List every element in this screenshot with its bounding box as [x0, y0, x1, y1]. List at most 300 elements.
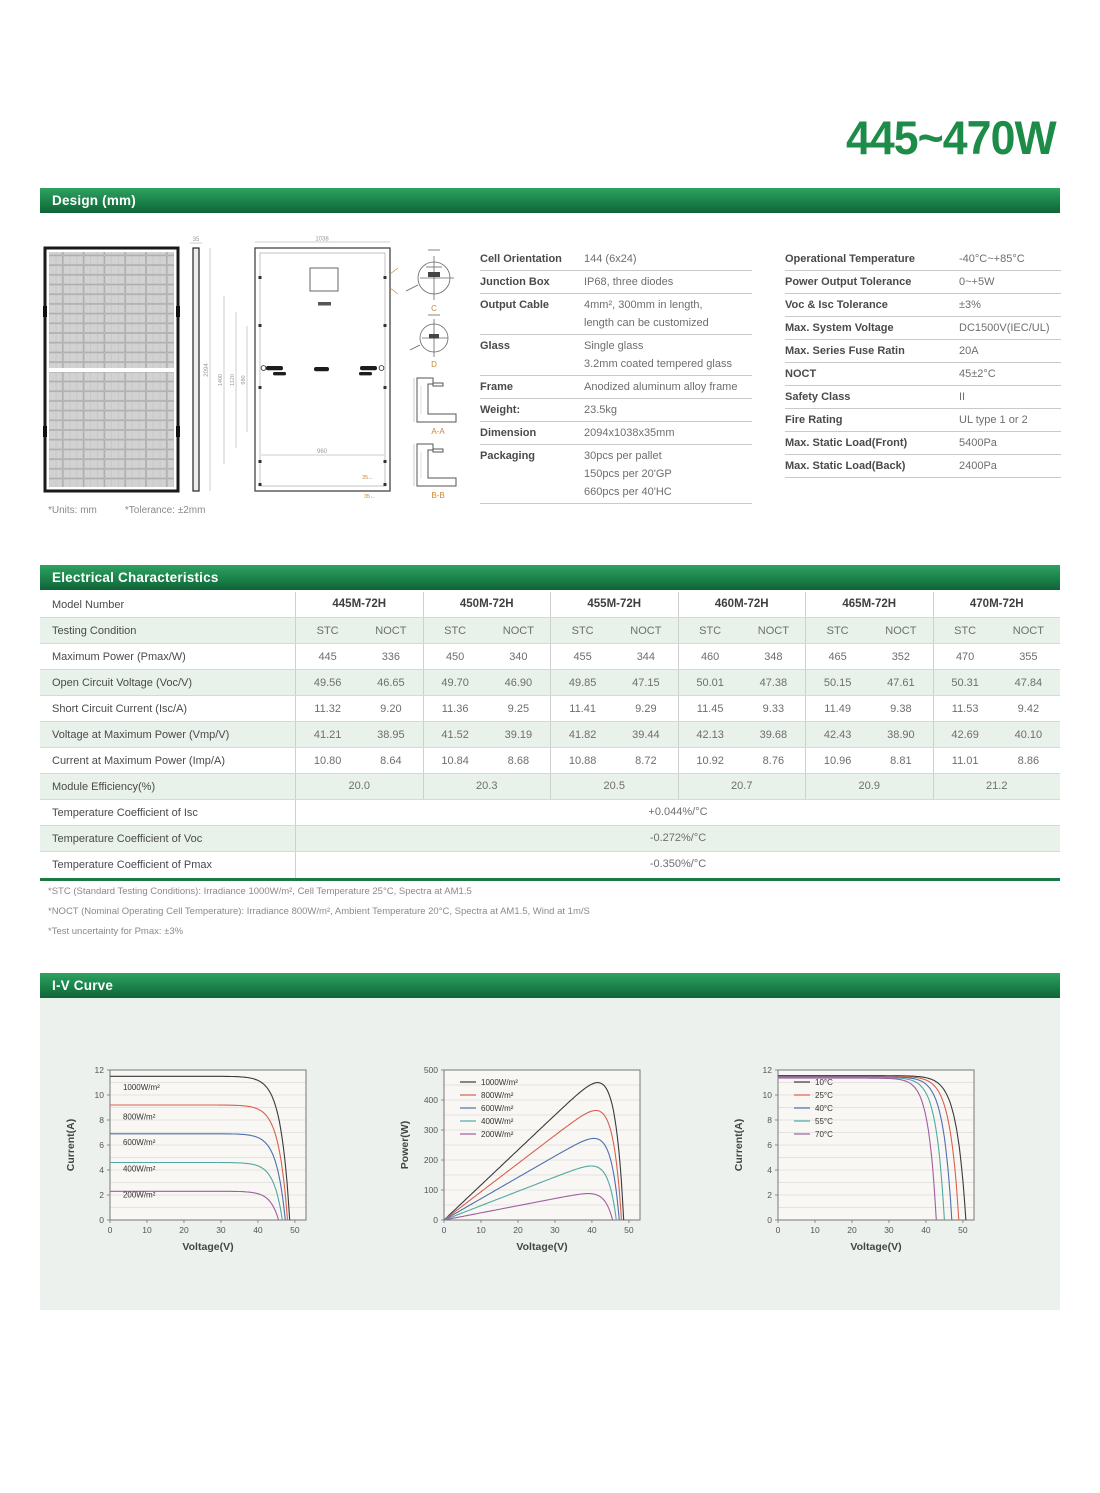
- value-cell: 11.41: [569, 702, 596, 715]
- module-efficiency-row: [40, 774, 1060, 800]
- x-tick-label: 50: [624, 1225, 634, 1235]
- value-group: [423, 748, 551, 773]
- value-group: [933, 748, 1061, 773]
- x-tick-label: 10: [810, 1225, 820, 1235]
- value-cell: 11.49: [824, 702, 851, 715]
- row-label: Open Circuit Voltage (Voc/V): [52, 676, 193, 689]
- y-tick-label: 8: [99, 1115, 104, 1125]
- legend-label: 70°C: [815, 1130, 833, 1139]
- value-group: [805, 748, 933, 773]
- section-header-electrical: Electrical Characteristics: [40, 565, 1060, 590]
- model-number-row: [40, 592, 1060, 618]
- value-cell: 8.72: [635, 754, 657, 767]
- spec-label: Safety Class: [785, 391, 851, 403]
- value-cell: 8.68: [507, 754, 530, 767]
- spec-row: [480, 248, 752, 271]
- value-cell: 47.15: [632, 676, 660, 689]
- y-tick-label: 8: [767, 1115, 772, 1125]
- value-group: [423, 722, 551, 747]
- legend-label: 800W/m²: [481, 1091, 514, 1100]
- value-cell: 46.90: [504, 676, 533, 689]
- spec-value-line: 3.2mm coated tempered glass: [584, 358, 732, 370]
- spec-value-line: IP68, three diodes: [584, 276, 674, 288]
- value-cell: 8.64: [380, 754, 402, 767]
- spec-value: ±3%: [959, 299, 981, 311]
- value-cell: 9.42: [1017, 702, 1040, 715]
- coefficient-value-cell: -0.272%/°C: [295, 826, 1060, 851]
- dim-left-label: 2094: [204, 363, 210, 377]
- spec-value: [584, 424, 752, 442]
- efficiency-cell: 20.5: [550, 774, 678, 799]
- value-group: [550, 722, 678, 747]
- spec-row: [480, 445, 752, 504]
- value-group: [678, 670, 806, 695]
- y-tick-label: 12: [94, 1065, 104, 1075]
- value-group: [295, 670, 423, 695]
- spec-value: [584, 401, 752, 419]
- spec-value: [584, 296, 752, 332]
- spec-label: Weight:: [480, 404, 521, 416]
- electrical-data-row: [40, 748, 1060, 774]
- page-title: 445~470W: [846, 111, 1056, 164]
- condition-group: [933, 618, 1061, 643]
- back-view: [255, 237, 398, 501]
- model-name-cell: 460M-72H: [678, 592, 806, 617]
- spec-row: [480, 399, 752, 422]
- value-cell: 8.81: [890, 754, 912, 767]
- section-view-aa: [414, 378, 456, 422]
- value-cell: 47.61: [887, 676, 915, 689]
- spec-value: [584, 250, 752, 268]
- spec-row: [785, 271, 1061, 294]
- value-cell: 336: [381, 650, 401, 663]
- y-tick-label: 4: [767, 1165, 772, 1175]
- y-tick-label: 10: [94, 1090, 104, 1100]
- row-label: Module Efficiency(%): [52, 780, 156, 793]
- spec-label: Packaging: [480, 450, 536, 462]
- value-cell: 38.95: [377, 728, 405, 741]
- dimension-lines: [210, 248, 247, 491]
- spec-value: 2400Pa: [959, 460, 997, 472]
- row-label: Model Number: [52, 598, 125, 611]
- value-cell: 445: [318, 650, 337, 663]
- detail-d-label: D: [431, 360, 437, 369]
- spec-value: DC1500V(IEC/UL): [959, 322, 1050, 334]
- x-axis-label: Voltage(V): [182, 1241, 234, 1253]
- value-group: [678, 722, 806, 747]
- value-cell: 9.33: [762, 702, 785, 715]
- value-cell: 465: [828, 650, 847, 663]
- y-tick-label: 0: [767, 1215, 772, 1225]
- value-cell: 47.84: [1014, 676, 1043, 689]
- spec-label: Output Cable: [480, 299, 550, 311]
- section-view-bb: [414, 444, 456, 486]
- spec-value: [584, 447, 752, 501]
- spec-value: 45±2°C: [959, 368, 996, 380]
- iv-curve-chart-irradiance: [58, 1056, 368, 1276]
- y-tick-label: 100: [423, 1185, 438, 1195]
- series-inline-label: 1000W/m²: [122, 1083, 160, 1092]
- x-tick-label: 50: [290, 1225, 300, 1235]
- spec-row: [480, 335, 752, 376]
- legend-label: 400W/m²: [481, 1117, 514, 1126]
- value-cell: 9.25: [507, 702, 530, 715]
- spec-label: Junction Box: [480, 276, 550, 288]
- design-spec-table-right: [785, 248, 1061, 478]
- design-spec-table-left: [480, 248, 752, 504]
- panel-drawing-svg: [42, 236, 472, 504]
- value-group: [933, 696, 1061, 721]
- value-cell: 50.01: [696, 676, 724, 689]
- value-group: [805, 696, 933, 721]
- value-cell: 42.43: [823, 728, 852, 741]
- y-tick-label: 0: [433, 1215, 438, 1225]
- dim-inner-a-label: 1400: [218, 373, 224, 387]
- series-inline-label: 600W/m²: [122, 1138, 156, 1147]
- value-cell: 11.36: [441, 702, 469, 715]
- y-axis-label: Current(A): [65, 1118, 77, 1172]
- condition-cell: STC: [826, 624, 849, 637]
- value-group: [295, 644, 423, 669]
- spec-label: Dimension: [480, 427, 537, 439]
- y-tick-label: 10: [762, 1090, 772, 1100]
- y-tick-label: 6: [767, 1140, 772, 1150]
- condition-group: [295, 618, 423, 643]
- value-cell: 41.52: [441, 728, 469, 741]
- value-group: [678, 696, 806, 721]
- value-group: [678, 748, 806, 773]
- efficiency-cell: 20.0: [295, 774, 423, 799]
- value-cell: 344: [636, 650, 656, 663]
- condition-group: [678, 618, 806, 643]
- model-name-cell: 465M-72H: [805, 592, 933, 617]
- value-group: [550, 670, 678, 695]
- drawing-notes: [48, 505, 233, 516]
- value-cell: 9.29: [635, 702, 657, 715]
- footnote-stc: *STC (Standard Testing Conditions): Irradiance 1000W/m², Cell Temperature 25°C, Spectra at AM1.5: [48, 886, 472, 897]
- condition-cell: STC: [571, 624, 594, 637]
- value-cell: 352: [891, 650, 911, 663]
- y-axis-label: Current(A): [733, 1118, 745, 1172]
- value-group: [933, 722, 1061, 747]
- legend-label: 10°C: [815, 1078, 833, 1087]
- value-cell: 50.15: [823, 676, 852, 689]
- model-name-cell: 455M-72H: [550, 592, 678, 617]
- coefficient-value-cell: -0.350%/°C: [295, 852, 1060, 878]
- dim-frame-label-1: 35←: [362, 475, 374, 481]
- temperature-coefficient-row: [40, 826, 1060, 852]
- value-group: [550, 644, 678, 669]
- electrical-data-row: [40, 644, 1060, 670]
- spec-row: [785, 294, 1061, 317]
- spec-value: 0~+5W: [959, 276, 995, 288]
- dim-side-label: 35: [192, 237, 200, 243]
- dim-top-label: 1038: [315, 236, 329, 243]
- electrical-data-row: [40, 722, 1060, 748]
- value-cell: 42.69: [951, 728, 979, 741]
- spec-value-line: 30pcs per pallet: [584, 450, 662, 462]
- model-name-cell: 470M-72H: [933, 592, 1061, 617]
- value-cell: 355: [1019, 650, 1038, 663]
- x-tick-label: 30: [216, 1225, 226, 1235]
- x-tick-label: 40: [921, 1225, 931, 1235]
- value-cell: 49.85: [568, 676, 597, 689]
- x-tick-label: 20: [513, 1225, 523, 1235]
- x-tick-label: 20: [179, 1225, 189, 1235]
- y-tick-label: 0: [99, 1215, 104, 1225]
- value-cell: 450: [445, 650, 465, 663]
- series-inline-label: 200W/m²: [122, 1190, 156, 1200]
- value-cell: 49.56: [313, 676, 342, 689]
- spec-row: [785, 340, 1061, 363]
- section-header-design: Design (mm): [40, 188, 1060, 213]
- value-cell: 50.31: [951, 676, 979, 689]
- y-tick-label: 300: [423, 1125, 438, 1135]
- x-tick-label: 10: [142, 1225, 152, 1235]
- spec-label: Max. Static Load(Front): [785, 437, 908, 449]
- panel-drawing: [42, 236, 472, 504]
- value-cell: 10.92: [696, 754, 724, 767]
- value-cell: 10.96: [823, 754, 852, 767]
- spec-row: [785, 432, 1061, 455]
- efficiency-cell: 20.7: [678, 774, 806, 799]
- value-group: [550, 696, 678, 721]
- spec-value-line: 2094x1038x35mm: [584, 427, 675, 439]
- detail-aa-label: A-A: [431, 427, 445, 436]
- section-header-iv-curve: I-V Curve: [40, 973, 1060, 998]
- electrical-data-row: [40, 670, 1060, 696]
- value-group: [423, 670, 551, 695]
- footnote-noct: *NOCT (Nominal Operating Cell Temperature): Irradiance 800W/m², Ambient Temperature 20°C, Spectra at AM1.5, Wind at 1m/S: [48, 906, 590, 917]
- testing-condition-row: [40, 618, 1060, 644]
- value-cell: 348: [764, 650, 783, 663]
- y-tick-label: 500: [423, 1065, 438, 1075]
- y-axis-label: Power(W): [399, 1120, 411, 1170]
- y-tick-label: 6: [99, 1140, 104, 1150]
- y-tick-label: 2: [99, 1190, 104, 1200]
- temperature-coefficient-row: [40, 852, 1060, 878]
- detail-c-label: C: [431, 304, 437, 313]
- spec-value: -40°C~+85°C: [959, 253, 1025, 265]
- condition-cell: STC: [316, 624, 339, 637]
- x-tick-label: 30: [884, 1225, 894, 1235]
- series-inline-label: 800W/m²: [122, 1112, 156, 1122]
- legend-label: 600W/m²: [481, 1104, 514, 1113]
- value-cell: 11.53: [951, 702, 979, 715]
- row-label: Testing Condition: [52, 624, 137, 637]
- spec-value-line: Single glass: [584, 340, 644, 352]
- spec-label: Frame: [480, 381, 514, 393]
- dim-inner-c-label: 980: [241, 375, 247, 385]
- value-group: [805, 644, 933, 669]
- condition-cell: STC: [444, 624, 467, 637]
- legend-label: 200W/m²: [481, 1130, 514, 1139]
- detail-bb-label: B-B: [431, 491, 445, 500]
- spec-row: [785, 248, 1061, 271]
- x-axis-label: Voltage(V): [850, 1241, 902, 1253]
- value-cell: 10.88: [568, 754, 597, 767]
- spec-value-line: 144 (6x24): [584, 253, 637, 265]
- value-cell: 460: [700, 650, 720, 663]
- spec-row: [785, 409, 1061, 432]
- value-cell: 340: [509, 650, 528, 663]
- units-note: *Units: mm: [48, 505, 97, 516]
- spec-label: Max. Static Load(Back): [785, 460, 906, 472]
- condition-cell: NOCT: [1012, 624, 1044, 637]
- spec-value: UL type 1 or 2: [959, 414, 1028, 426]
- x-tick-label: 0: [441, 1225, 447, 1235]
- spec-value-line: 150pcs per 20'GP: [584, 468, 672, 480]
- spec-label: Fire Rating: [785, 414, 843, 426]
- value-group: [805, 670, 933, 695]
- x-tick-label: 0: [775, 1225, 781, 1235]
- spec-row: [785, 363, 1061, 386]
- x-tick-label: 50: [958, 1225, 968, 1235]
- condition-cell: STC: [699, 624, 722, 637]
- value-cell: 38.90: [887, 728, 915, 741]
- model-name-cell: 450M-72H: [423, 592, 551, 617]
- spec-value: [584, 378, 752, 396]
- y-tick-label: 400: [423, 1095, 438, 1105]
- pv-curve-chart-irradiance: [392, 1056, 702, 1276]
- temperature-coefficient-row: [40, 800, 1060, 826]
- detail-view-c: [406, 250, 454, 300]
- value-group: [933, 644, 1061, 669]
- spec-row: [480, 294, 752, 335]
- condition-cell: NOCT: [375, 624, 407, 637]
- model-name-cell: 445M-72H: [295, 592, 423, 617]
- value-group: [423, 696, 551, 721]
- series-inline-label: 400W/m²: [122, 1164, 156, 1174]
- spec-label: NOCT: [785, 368, 817, 380]
- iv-curves-by-irradiance: [58, 1056, 368, 1276]
- value-group: [550, 748, 678, 773]
- spec-label: Operational Temperature: [785, 253, 915, 265]
- x-tick-label: 10: [476, 1225, 486, 1235]
- front-view: [43, 248, 180, 491]
- spec-value-line: Anodized aluminum alloy frame: [584, 381, 738, 393]
- spec-value: 5400Pa: [959, 437, 997, 449]
- legend-label: 1000W/m²: [481, 1078, 518, 1087]
- condition-cell: NOCT: [630, 624, 662, 637]
- value-cell: 8.86: [1017, 754, 1040, 767]
- spec-value: [584, 273, 752, 291]
- dim-inner-b-label: 1120: [230, 374, 236, 386]
- value-group: [423, 644, 551, 669]
- value-cell: 455: [573, 650, 592, 663]
- legend-label: 25°C: [815, 1091, 833, 1100]
- y-tick-label: 12: [762, 1065, 772, 1075]
- efficiency-cell: 20.3: [423, 774, 551, 799]
- spec-row: [785, 317, 1061, 340]
- value-cell: 470: [955, 650, 975, 663]
- efficiency-cell: 20.9: [805, 774, 933, 799]
- spec-value-line: length can be customized: [584, 317, 709, 329]
- spec-label: Voc & Isc Tolerance: [785, 299, 888, 311]
- row-label: Temperature Coefficient of Pmax: [52, 859, 212, 871]
- spec-label: Max. Series Fuse Ratin: [785, 345, 905, 357]
- y-tick-label: 2: [767, 1190, 772, 1200]
- value-group: [678, 644, 806, 669]
- value-cell: 40.10: [1014, 728, 1043, 741]
- spec-value: [584, 337, 752, 373]
- electrical-footnotes: [48, 886, 590, 946]
- value-group: [295, 748, 423, 773]
- value-cell: 41.82: [568, 728, 597, 741]
- value-cell: 47.38: [759, 676, 788, 689]
- electrical-data-row: [40, 696, 1060, 722]
- value-cell: 39.19: [504, 728, 533, 741]
- condition-group: [423, 618, 551, 643]
- value-cell: 9.38: [890, 702, 912, 715]
- condition-cell: NOCT: [757, 624, 789, 637]
- value-cell: 10.84: [441, 754, 469, 767]
- x-tick-label: 30: [550, 1225, 560, 1235]
- efficiency-cell: 21.2: [933, 774, 1061, 799]
- legend-label: 55°C: [815, 1117, 833, 1126]
- condition-cell: NOCT: [502, 624, 534, 637]
- spec-label: Glass: [480, 340, 510, 352]
- value-group: [295, 696, 423, 721]
- condition-cell: STC: [954, 624, 977, 637]
- detail-view-d: [410, 315, 448, 357]
- value-cell: 39.68: [759, 728, 788, 741]
- value-cell: 10.80: [313, 754, 342, 767]
- spec-label: Cell Orientation: [480, 253, 562, 265]
- value-cell: 11.01: [951, 754, 979, 767]
- condition-group: [805, 618, 933, 643]
- x-tick-label: 20: [847, 1225, 857, 1235]
- legend-label: 40°C: [815, 1104, 833, 1113]
- row-label: Short Circuit Current (Isc/A): [52, 702, 188, 715]
- x-tick-label: 40: [253, 1225, 263, 1235]
- value-cell: 46.65: [377, 676, 405, 689]
- electrical-characteristics-table: [40, 592, 1060, 881]
- value-cell: 8.76: [762, 754, 785, 767]
- dim-bottom-label: 960: [316, 449, 328, 455]
- value-cell: 9.20: [380, 702, 402, 715]
- x-tick-label: 0: [107, 1225, 113, 1235]
- spec-row: [480, 271, 752, 294]
- y-tick-label: 4: [99, 1165, 104, 1175]
- iv-curves-by-temperature: [726, 1056, 1036, 1276]
- value-cell: 49.70: [441, 676, 469, 689]
- x-tick-label: 40: [587, 1225, 597, 1235]
- value-cell: 11.32: [314, 702, 341, 715]
- row-label: Temperature Coefficient of Isc: [52, 806, 198, 819]
- tolerance-note: *Tolerance: ±2mm: [124, 505, 206, 516]
- spec-row: [785, 455, 1061, 478]
- value-group: [805, 722, 933, 747]
- value-cell: 11.45: [696, 702, 724, 715]
- row-label: Temperature Coefficient of Voc: [52, 832, 203, 845]
- iv-curve-chart-temperature: [726, 1056, 1036, 1276]
- coefficient-value-cell: +0.044%/°C: [295, 800, 1060, 825]
- value-cell: 39.44: [632, 728, 660, 741]
- footnote-uncertainty: *Test uncertainty for Pmax: ±3%: [48, 926, 184, 937]
- row-label: Current at Maximum Power (Imp/A): [52, 754, 225, 767]
- condition-group: [550, 618, 678, 643]
- row-label: Maximum Power (Pmax/W): [52, 650, 186, 663]
- spec-row: [480, 376, 752, 399]
- value-cell: 42.13: [696, 728, 724, 741]
- row-label: Voltage at Maximum Power (Vmp/V): [52, 728, 230, 741]
- spec-row: [785, 386, 1061, 409]
- x-axis-label: Voltage(V): [516, 1241, 568, 1253]
- spec-value: 20A: [959, 345, 979, 357]
- pv-curves-by-irradiance: [392, 1056, 702, 1276]
- spec-value-line: 23.5kg: [584, 404, 618, 416]
